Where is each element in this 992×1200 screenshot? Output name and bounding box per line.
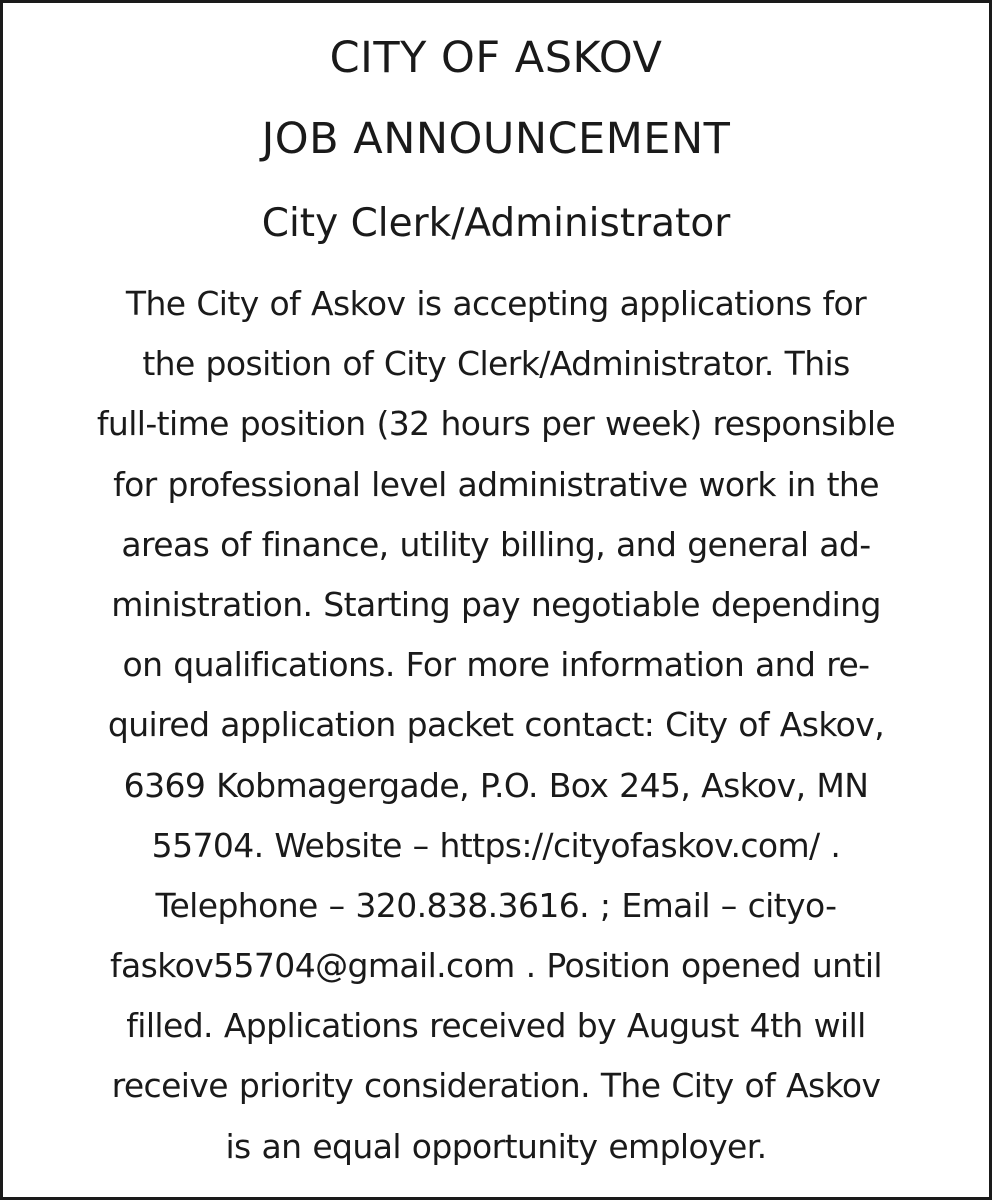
body-line: 6369 Kobmagergade, P.O. Box 245, Askov, MN xyxy=(123,765,869,805)
body-line: The City of Askov is accepting applications for xyxy=(125,284,867,323)
announcement-body xyxy=(3,274,989,1177)
job-announcement-heading: JOB ANNOUNCEMENT xyxy=(261,114,731,164)
body-line: ministration. Starting pay negotiable depending xyxy=(111,584,881,624)
body-line: is an equal opportunity employer. xyxy=(225,1126,767,1166)
body-line: filled. Applications received by August 4th will xyxy=(126,1006,866,1046)
body-line: faskov55704@gmail.com . Position opened until xyxy=(110,946,882,986)
body-line: on qualifications. For more information and re- xyxy=(122,645,870,685)
body-line: the position of City Clerk/Administrator. This xyxy=(142,344,850,384)
body-line: receive priority consideration. The City of Askov xyxy=(111,1066,881,1106)
body-line: Telephone – 320.838.3616. ; Email – cityo- xyxy=(155,885,837,925)
body-line: areas of finance, utility billing, and general ad- xyxy=(121,524,871,564)
body-line: 55704. Website – https://cityofaskov.com/ . xyxy=(151,825,841,865)
city-name-heading: CITY OF ASKOV xyxy=(329,33,663,83)
position-title: City Clerk/Administrator xyxy=(261,201,731,246)
body-line: quired application packet contact: City of Askov, xyxy=(107,705,885,745)
body-line: for professional level administrative work in the xyxy=(113,464,879,504)
body-line: full-time position (32 hours per week) responsible xyxy=(96,404,896,444)
